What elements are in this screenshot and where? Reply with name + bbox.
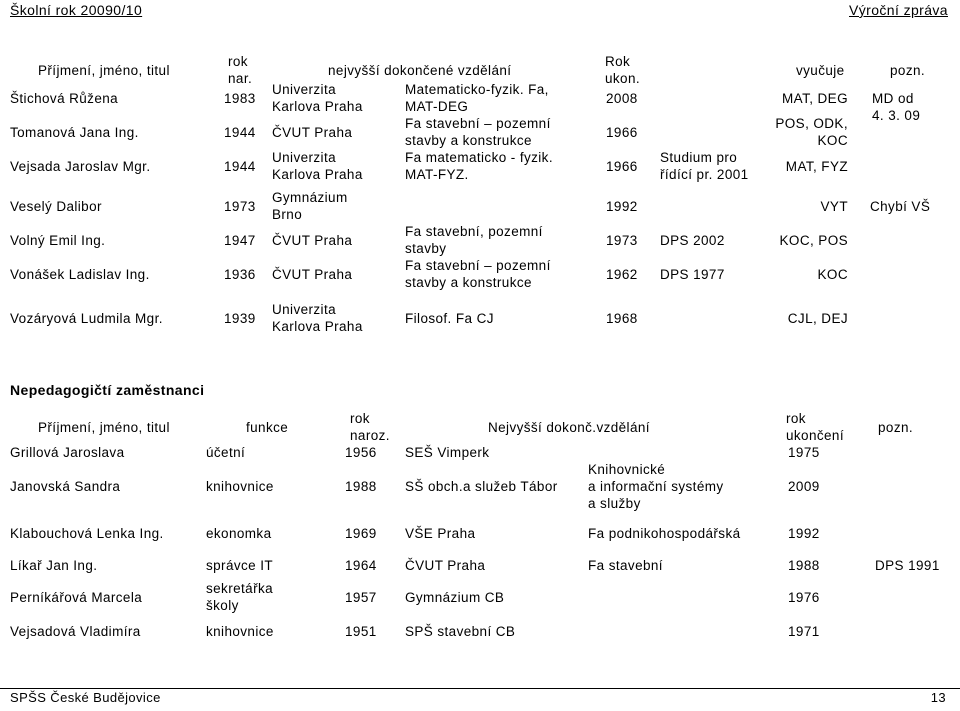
teachers-header-education: nejvyšší dokončené vzdělání bbox=[328, 63, 512, 78]
teacher-birth-year: 1983 bbox=[224, 90, 256, 106]
staff-role: ekonomka bbox=[206, 525, 272, 541]
staff-role: správce IT bbox=[206, 557, 274, 573]
header-left: Školní rok 20090/10 bbox=[10, 2, 143, 18]
staff-header-note: pozn. bbox=[878, 420, 914, 435]
teacher-subjects: POS, ODK, KOC bbox=[775, 116, 848, 148]
teacher-birth-year: 1944 bbox=[224, 124, 256, 140]
teacher-school: Univerzita Karlova Praha bbox=[272, 302, 363, 334]
staff-header-education: Nejvyšší dokonč.vzdělání bbox=[488, 420, 650, 435]
staff-end-year: 1976 bbox=[788, 589, 820, 605]
teacher-name: Vozáryová Ludmila Mgr. bbox=[10, 310, 163, 326]
teacher-end-year: 2008 bbox=[606, 90, 638, 106]
staff-name: Janovská Sandra bbox=[10, 478, 121, 494]
staff-note: DPS 1991 bbox=[875, 557, 940, 573]
staff-end-year: 2009 bbox=[788, 478, 820, 494]
teacher-end-year: 1968 bbox=[606, 310, 638, 326]
staff-field: Fa podnikohospodářská bbox=[588, 525, 741, 541]
teacher-field: Fa matematicko - fyzik. MAT-FYZ. bbox=[405, 150, 553, 182]
teacher-end-year: 1992 bbox=[606, 198, 638, 214]
staff-name: Perníkářová Marcela bbox=[10, 589, 143, 605]
staff-birth-year: 1964 bbox=[345, 557, 377, 573]
staff-role: sekretářka školy bbox=[206, 581, 274, 613]
staff-header-end-year: rok ukončení bbox=[786, 411, 844, 443]
staff-birth-year: 1988 bbox=[345, 478, 377, 494]
teachers-header-born: rok nar. bbox=[228, 54, 253, 86]
staff-role: knihovnice bbox=[206, 478, 274, 494]
page-number: 13 bbox=[930, 690, 946, 705]
teacher-field: Matematicko-fyzik. Fa, MAT-DEG bbox=[405, 82, 549, 114]
staff-role: knihovnice bbox=[206, 623, 274, 639]
teachers-header-note: pozn. bbox=[890, 63, 926, 78]
staff-school: VŠE Praha bbox=[405, 525, 476, 541]
teacher-name: Vejsada Jaroslav Mgr. bbox=[10, 158, 151, 174]
teacher-field: Fa stavební, pozemní stavby bbox=[405, 224, 543, 256]
teachers-header-end-year: Rok ukon. bbox=[605, 54, 641, 86]
teacher-school: ČVUT Praha bbox=[272, 124, 353, 140]
teacher-school: ČVUT Praha bbox=[272, 266, 353, 282]
staff-school: Gymnázium CB bbox=[405, 589, 505, 605]
section-title: Nepedagogičtí zaměstnanci bbox=[10, 382, 205, 398]
staff-birth-year: 1957 bbox=[345, 589, 377, 605]
teacher-school: Gymnázium Brno bbox=[272, 190, 348, 222]
staff-name: Vejsadová Vladimíra bbox=[10, 623, 141, 639]
teacher-subjects: CJL, DEJ bbox=[787, 310, 848, 326]
teacher-school: Univerzita Karlova Praha bbox=[272, 150, 363, 182]
teacher-birth-year: 1944 bbox=[224, 158, 256, 174]
staff-name: Grillová Jaroslava bbox=[10, 444, 125, 460]
teacher-name: Vonášek Ladislav Ing. bbox=[10, 266, 150, 282]
staff-school: SEŠ Vimperk bbox=[405, 444, 490, 460]
teacher-school: ČVUT Praha bbox=[272, 232, 353, 248]
teacher-subjects: KOC bbox=[817, 266, 848, 282]
teacher-field: Fa stavební – pozemní stavby a konstrukce bbox=[405, 116, 551, 148]
teacher-subjects: MAT, FYZ bbox=[785, 158, 848, 174]
staff-birth-year: 1969 bbox=[345, 525, 377, 541]
teachers-header-teaches: vyučuje bbox=[796, 63, 845, 78]
teacher-subjects: KOC, POS bbox=[779, 232, 848, 248]
teacher-field: Filosof. Fa CJ bbox=[405, 310, 494, 326]
staff-field: Fa stavební bbox=[588, 557, 663, 573]
teacher-extra: DPS 1977 bbox=[660, 266, 725, 282]
footer-divider bbox=[0, 688, 960, 689]
staff-birth-year: 1956 bbox=[345, 444, 377, 460]
teacher-end-year: 1973 bbox=[606, 232, 638, 248]
staff-name: Klabouchová Lenka Ing. bbox=[10, 525, 164, 541]
staff-name: Líkař Jan Ing. bbox=[10, 557, 98, 573]
teacher-name: Veselý Dalibor bbox=[10, 198, 102, 214]
teacher-field: Fa stavební – pozemní stavby a konstrukce bbox=[405, 258, 551, 290]
teacher-end-year: 1966 bbox=[606, 124, 638, 140]
teacher-name: Tomanová Jana Ing. bbox=[10, 124, 139, 140]
teacher-end-year: 1962 bbox=[606, 266, 638, 282]
teacher-name: Štichová Růžena bbox=[10, 90, 119, 106]
staff-end-year: 1975 bbox=[788, 444, 820, 460]
teacher-note: MD od 4. 3. 09 bbox=[872, 91, 921, 123]
teacher-name: Volný Emil Ing. bbox=[10, 232, 106, 248]
staff-role: účetní bbox=[206, 444, 246, 460]
teachers-header-name: Příjmení, jméno, titul bbox=[38, 63, 170, 78]
teacher-note: Chybí VŠ bbox=[870, 198, 931, 214]
staff-school: SŠ obch.a služeb Tábor bbox=[405, 478, 558, 494]
staff-header-born: rok naroz. bbox=[350, 411, 390, 443]
footer-left: SPŠS České Budějovice bbox=[10, 690, 161, 705]
staff-end-year: 1992 bbox=[788, 525, 820, 541]
staff-end-year: 1988 bbox=[788, 557, 820, 573]
teacher-birth-year: 1947 bbox=[224, 232, 256, 248]
teacher-end-year: 1966 bbox=[606, 158, 638, 174]
teacher-extra: Studium pro řídící pr. 2001 bbox=[660, 150, 749, 182]
staff-school: SPŠ stavební CB bbox=[405, 623, 516, 639]
teacher-birth-year: 1939 bbox=[224, 310, 256, 326]
staff-header-role: funkce bbox=[246, 420, 289, 435]
staff-header-name: Příjmení, jméno, titul bbox=[38, 420, 170, 435]
teacher-subjects: MAT, DEG bbox=[782, 90, 848, 106]
staff-school: ČVUT Praha bbox=[405, 557, 486, 573]
staff-end-year: 1971 bbox=[788, 623, 820, 639]
teacher-extra: DPS 2002 bbox=[660, 232, 725, 248]
teacher-subjects: VYT bbox=[820, 198, 848, 214]
header-right: Výroční zpráva bbox=[849, 2, 948, 18]
staff-field: Knihovnické a informační systémy a služby bbox=[588, 461, 724, 511]
staff-birth-year: 1951 bbox=[345, 623, 377, 639]
teacher-birth-year: 1936 bbox=[224, 266, 256, 282]
teacher-birth-year: 1973 bbox=[224, 198, 256, 214]
teacher-school: Univerzita Karlova Praha bbox=[272, 82, 363, 114]
